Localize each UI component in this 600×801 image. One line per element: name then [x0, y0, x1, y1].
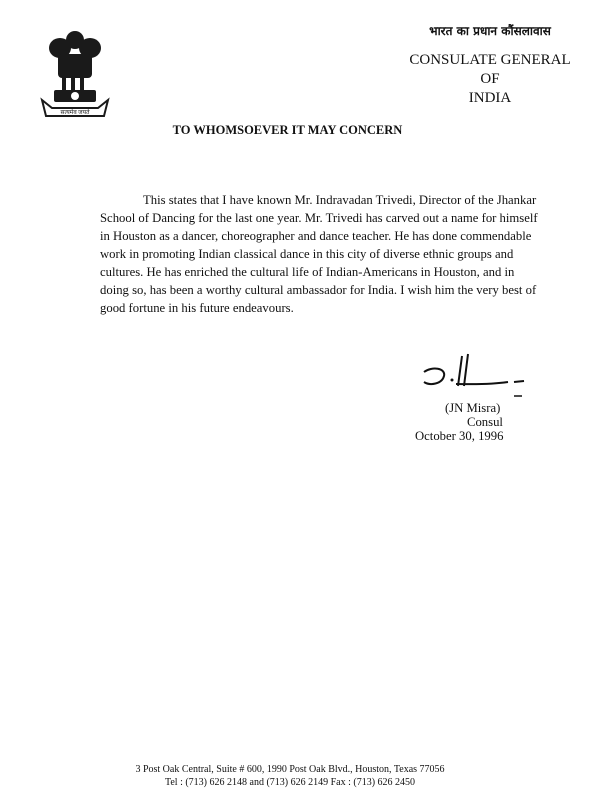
letterhead-line3: INDIA	[468, 90, 512, 106]
signatory-designation: Consul	[467, 415, 503, 429]
signatory-name: (JN Misra)	[445, 401, 501, 415]
letterhead-hindi: भारत का प्रधान कौंसलावास	[429, 24, 551, 38]
national-emblem	[38, 26, 112, 120]
body-line: work in promoting Indian classical dance in this city of diverse ethnic groups and	[100, 247, 514, 261]
body-line: School of Dancing for the last one year. Mr. Trivedi has carved out a name for himself	[100, 211, 538, 225]
body-line: This states that I have known Mr. Indravadan Trivedi, Director of the Jhankar	[143, 193, 537, 207]
letter-title: TO WHOMSOEVER IT MAY CONCERN	[172, 123, 403, 137]
letter-date: October 30, 1996	[415, 429, 504, 443]
letterhead-line2: OF	[480, 71, 500, 87]
body-line: cultures. He has enriched the cultural life of Indian-Americans in Houston, and in	[100, 265, 515, 279]
emblem-motto: सत्यमेव जयते	[60, 110, 90, 116]
footer-address: 3 Post Oak Central, Suite # 600, 1990 Post Oak Blvd., Houston, Texas 77056	[135, 764, 445, 775]
body-line: in Houston as a dancer, choreographer and dance teacher. He has done commendable	[100, 229, 532, 243]
footer-contact: Tel : (713) 626 2148 and (713) 626 2149 Fax : (713) 626 2450	[164, 777, 416, 788]
body-line: good fortune in his future endeavours.	[100, 301, 294, 315]
handwritten-signature	[418, 352, 538, 407]
body-line: doing so, has been a worthy cultural ambassador for India. I wish him the very best of	[100, 283, 537, 297]
letterhead-line1: CONSULATE GENERAL	[409, 52, 571, 68]
